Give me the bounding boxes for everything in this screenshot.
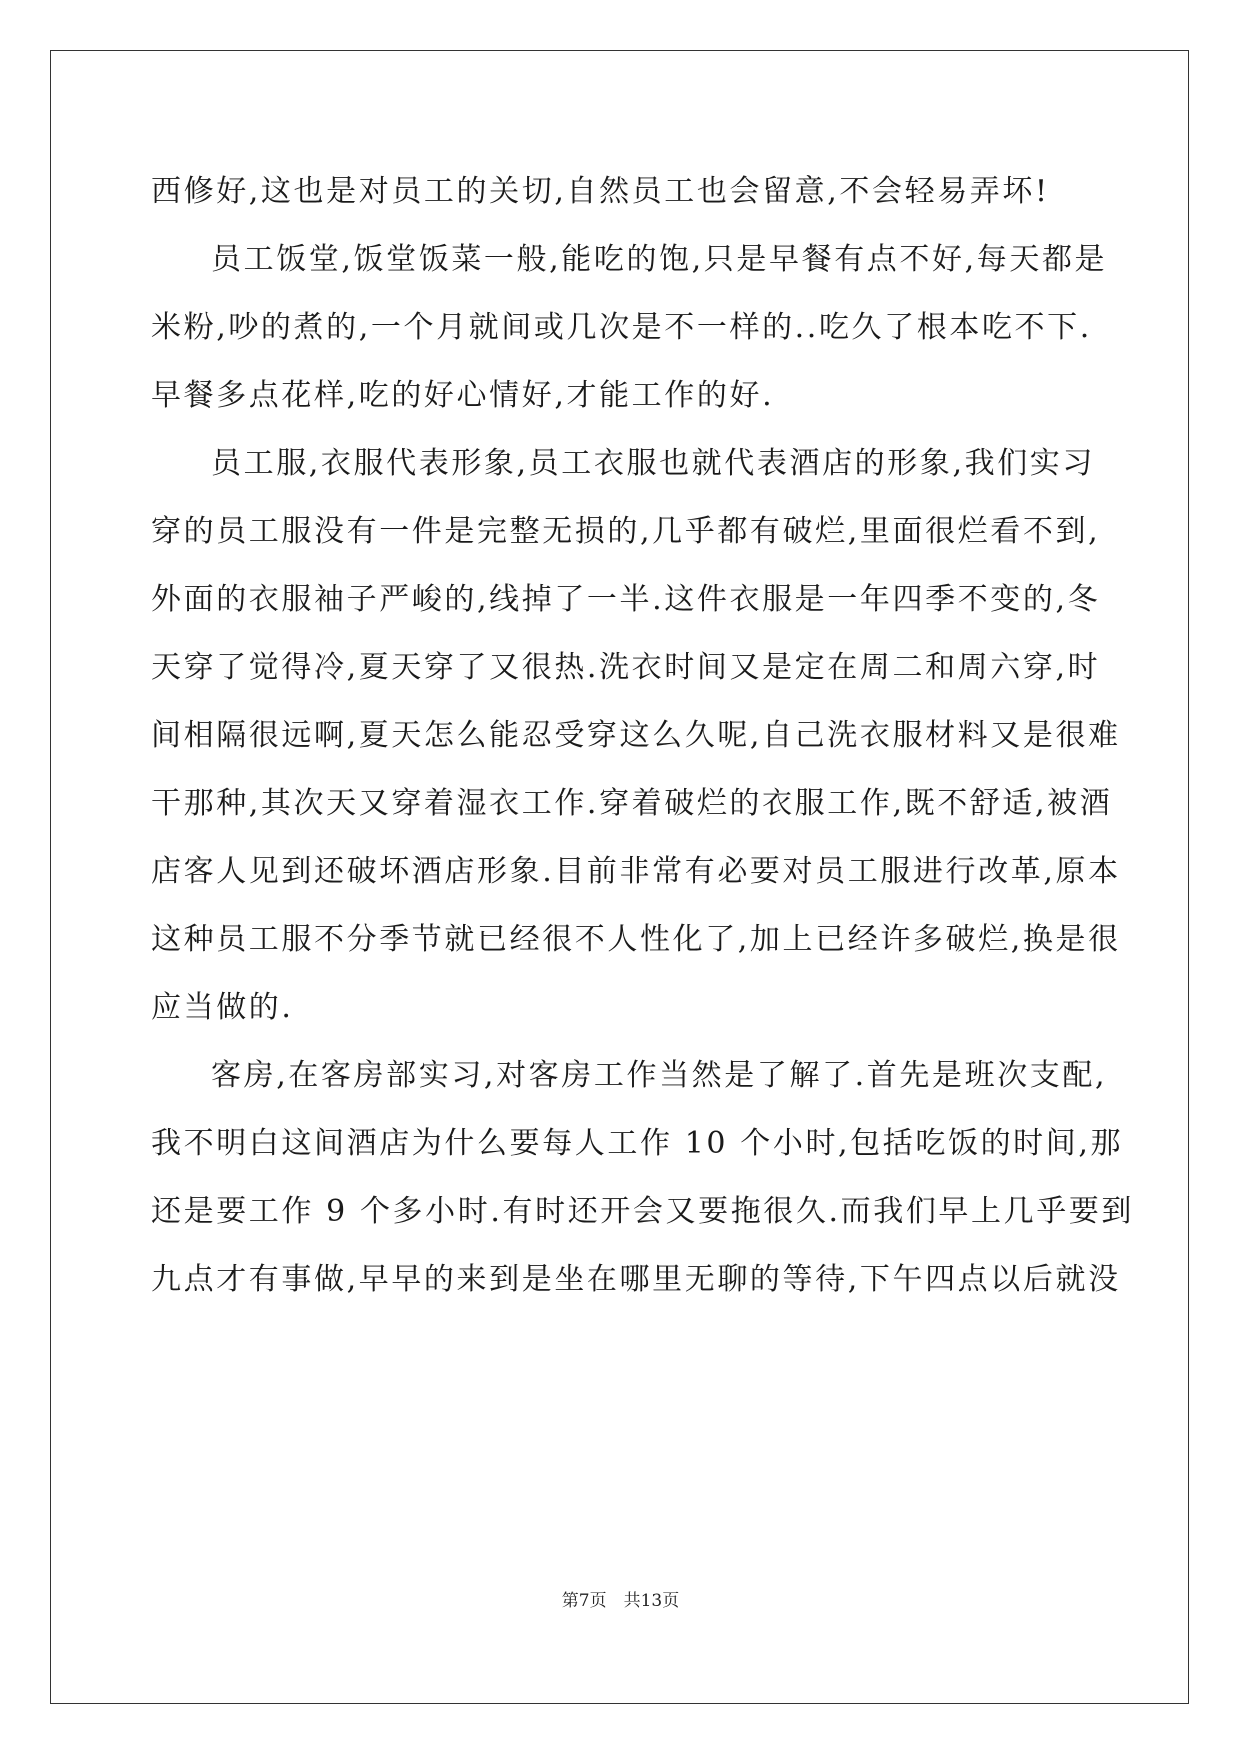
text-line-content: 还是要工作 9 个多小时.有时还开会又要拖很久.而我们早上几乎要到 (151, 1194, 1135, 1229)
text-line-content: 穿的员工服没有一件是完整无损的,几乎都有破烂,里面很烂看不到, (151, 514, 1101, 549)
text-line (151, 1110, 1124, 1178)
page-number-label: 第7页 共13页 (561, 1591, 680, 1611)
text-line-content: 客房,在客房部实习,对客房工作当然是了解了.首先是班次支配, (211, 1058, 1108, 1093)
text-line (151, 702, 1121, 770)
text-line (151, 1246, 1121, 1314)
text-line (151, 1178, 1135, 1246)
text-line-content: 员工服,衣服代表形象,员工衣服也就代表酒店的形象,我们实习 (211, 446, 1096, 481)
text-line-content: 外面的衣服袖子严峻的,线掉了一半.这件衣服是一年四季不变的,冬 (151, 582, 1101, 617)
text-line-content: 店客人见到还破坏酒店形象.目前非常有必要对员工服进行改革,原本 (151, 854, 1121, 889)
text-line (151, 498, 1101, 566)
text-line (151, 566, 1101, 634)
text-line-content: 应当做的. (151, 990, 294, 1025)
text-line-content: 我不明白这间酒店为什么要每人工作 10 个小时,包括吃饭的时间,那 (151, 1126, 1124, 1161)
text-line (151, 838, 1121, 906)
text-line-content: 九点才有事做,早早的来到是坐在哪里无聊的等待,下午四点以后就没 (151, 1262, 1121, 1297)
text-line (151, 158, 1091, 226)
text-line (151, 906, 1121, 974)
text-line (151, 770, 1113, 838)
text-line-content: 天穿了觉得冷,夏天穿了又很热.洗衣时间又是定在周二和周六穿,时 (151, 650, 1101, 685)
text-line (151, 1042, 1108, 1110)
text-line (151, 294, 1091, 362)
text-line-content: 早餐多点花样,吃的好心情好,才能工作的好. (151, 378, 775, 413)
text-line (151, 634, 1101, 702)
text-line-content: 干那种,其次天又穿着湿衣工作.穿着破烂的衣服工作,既不舒适,被酒 (151, 786, 1113, 821)
document-body (151, 158, 1135, 1314)
text-line (151, 362, 1091, 430)
page-footer (0, 1589, 1241, 1613)
text-line-content: 这种员工服不分季节就已经很不人性化了,加上已经许多破烂,换是很 (151, 922, 1121, 957)
text-line-content: 米粉,吵的煮的,一个月就间或几次是不一样的..吃久了根本吃不下. (151, 310, 1092, 345)
text-line (151, 974, 1091, 1042)
text-line (151, 430, 1096, 498)
text-line-content: 间相隔很远啊,夏天怎么能忍受穿这么久呢,自己洗衣服材料又是很难 (151, 718, 1121, 753)
text-line (151, 226, 1108, 294)
text-line-content: 员工饭堂,饭堂饭菜一般,能吃的饱,只是早餐有点不好,每天都是 (211, 242, 1108, 277)
text-line-content: 西修好,这也是对员工的关切,自然员工也会留意,不会轻易弄坏! (151, 174, 1050, 209)
